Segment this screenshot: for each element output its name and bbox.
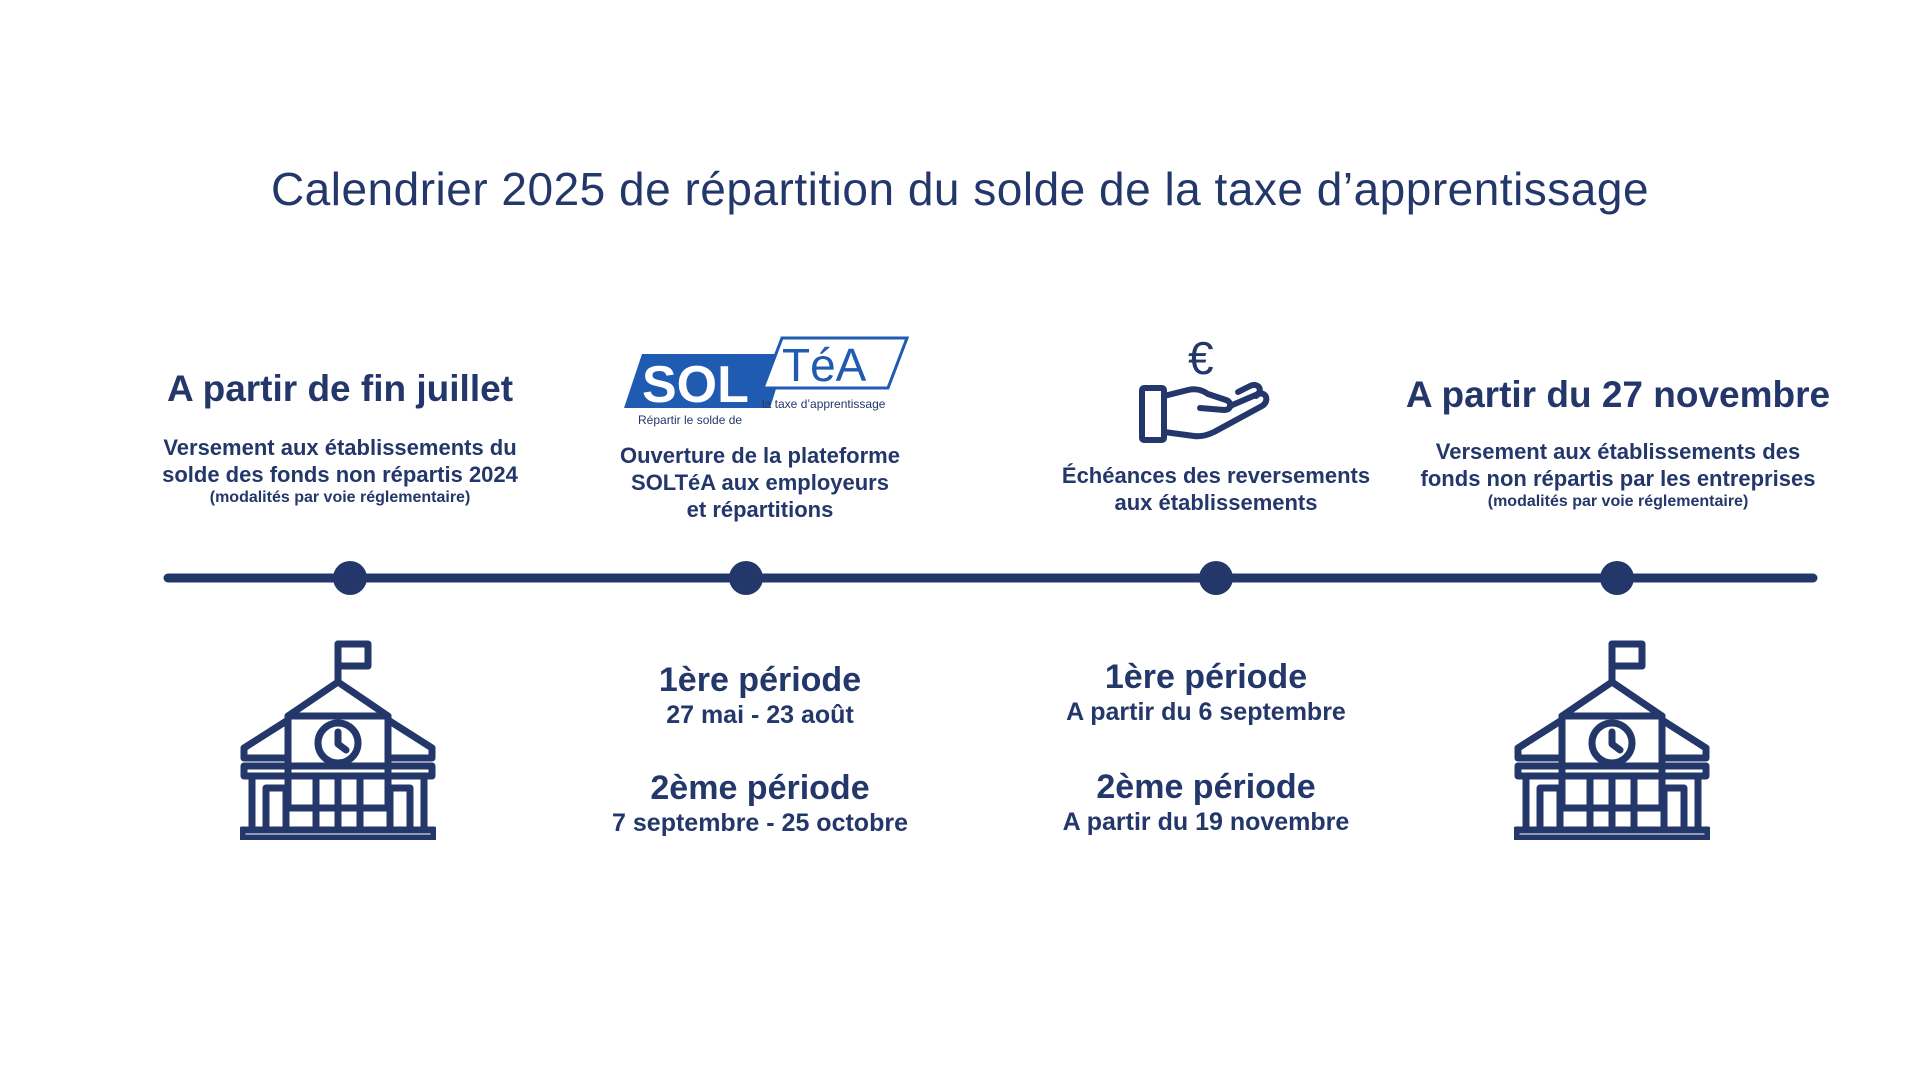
timeline-dot-4 — [1600, 561, 1634, 595]
milestone-description — [560, 442, 960, 523]
milestone-description — [1378, 438, 1858, 492]
timeline-dot-3 — [1199, 561, 1233, 595]
logo-tagline-left: Répartir le solde de — [638, 413, 743, 427]
description-line: et répartitions — [686, 497, 834, 522]
milestone-2 — [560, 442, 960, 523]
hand-euro-icon — [1138, 334, 1278, 446]
milestone-4 — [1378, 374, 1858, 512]
milestone-2-periods — [560, 660, 960, 838]
timeline-dot-1 — [333, 561, 367, 595]
page-title: Calendrier 2025 de répartition du solde de la taxe d’apprentissage — [270, 163, 1650, 215]
description-line: solde des fonds non répartis 2024 — [162, 462, 518, 487]
milestone-description — [1016, 462, 1416, 516]
logo-tea-text: TéA — [782, 339, 867, 391]
logo-tagline-right: la taxe d’apprentissage — [762, 397, 886, 411]
description-line: Ouverture de la plateforme — [620, 443, 900, 468]
milestone-description — [110, 434, 570, 488]
milestone-1 — [110, 368, 570, 508]
school-building-icon — [1514, 640, 1710, 840]
milestone-note: (modalités par voie réglementaire) — [1487, 493, 1749, 510]
period-title: 1ère période — [1104, 658, 1308, 696]
logo-sol-text: SOL — [642, 356, 749, 414]
description-line: Versement aux établissements du — [163, 435, 517, 460]
soltea-logo — [622, 336, 912, 428]
description-line: SOLTéA aux employeurs — [631, 470, 889, 495]
milestone-heading: A partir de fin juillet — [166, 368, 514, 409]
milestone-note: (modalités par voie réglementaire) — [209, 489, 471, 506]
timeline-dot-2 — [729, 561, 763, 595]
period-dates: A partir du 19 novembre — [1062, 808, 1350, 836]
period-dates: 27 mai - 23 août — [666, 701, 854, 729]
description-line: Versement aux établissements des — [1435, 439, 1801, 464]
description-line: fonds non répartis par les entreprises — [1420, 466, 1816, 491]
period-title: 2ème période — [1096, 768, 1316, 806]
milestone-3-periods — [1006, 657, 1406, 837]
period-title: 1ère période — [658, 661, 862, 699]
milestone-heading: A partir du 27 novembre — [1405, 374, 1831, 415]
period-title: 2ème période — [650, 769, 870, 807]
period-dates: 7 septembre - 25 octobre — [612, 809, 908, 837]
description-line: aux établissements — [1114, 490, 1318, 515]
school-building-icon — [240, 640, 436, 840]
description-line: Échéances des reversements — [1061, 463, 1371, 488]
euro-symbol: € — [1188, 334, 1214, 384]
period-dates: A partir du 6 septembre — [1066, 698, 1346, 726]
milestone-3 — [1016, 462, 1416, 516]
